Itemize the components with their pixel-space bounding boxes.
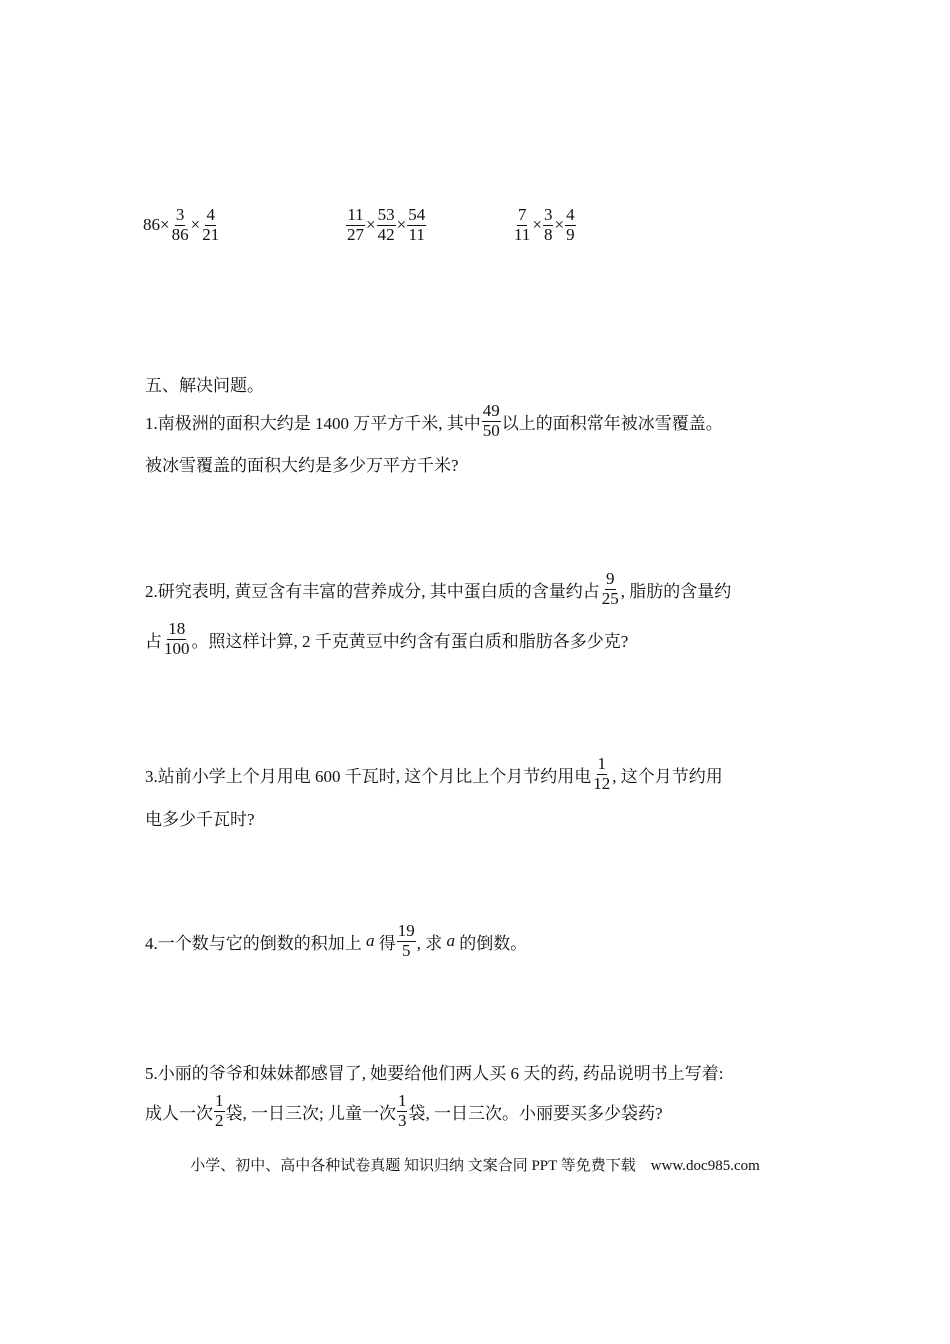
numerator: 3: [543, 204, 553, 224]
fraction: [592, 755, 611, 793]
denominator: 50: [482, 420, 500, 440]
text-run: , 这个月节约用: [612, 766, 723, 786]
denominator: 11: [514, 224, 531, 244]
problem-3-line-2: [145, 792, 255, 842]
text-run: 5.小丽的爷爷和妹妹都感冒了, 她要给他们两人买 6 天的药, 药品说明书上写着:: [145, 1063, 724, 1083]
text-run: 得: [374, 933, 396, 953]
text-run: 4.一个数与它的倒数的积加上: [145, 933, 366, 953]
text-run: 3.站前小学上个月用电 600 千瓦时, 这个月比上个月节约用电: [145, 766, 592, 786]
numerator: 1: [215, 1090, 224, 1110]
text-run: 占: [145, 631, 162, 651]
text-run: 1.南极洲的面积大约是 1400 万平方千米, 其中: [145, 413, 481, 433]
fraction: [377, 206, 396, 244]
denominator: 27: [347, 224, 364, 244]
exercise-2: [345, 200, 427, 250]
text-run: 被冰雪覆盖的面积大约是多少万平方千米?: [145, 455, 459, 475]
numerator: 18: [168, 618, 186, 638]
denominator: 25: [601, 588, 619, 608]
text-run: ×: [532, 215, 542, 234]
text-run: 的倒数。: [455, 933, 528, 953]
text-run: ×: [190, 215, 201, 234]
denominator: 5: [402, 940, 411, 960]
text-run: , 脂肪的含量约: [620, 581, 732, 601]
fraction: [163, 620, 191, 658]
numerator: 3: [175, 204, 185, 224]
text-run: 。照这样计算, 2 千克黄豆中约含有蛋白质和脂肪各多少克?: [191, 631, 629, 651]
variable: a: [366, 931, 375, 950]
fraction: [407, 206, 426, 244]
exercise-1: [143, 200, 221, 250]
denominator: 11: [408, 224, 425, 244]
fraction: [171, 206, 190, 244]
numerator: 11: [347, 204, 364, 224]
variable: a: [446, 931, 455, 950]
text-run: 袋, 一日三次; 儿童一次: [225, 1103, 396, 1123]
denominator: 21: [202, 224, 220, 244]
denominator: 86: [171, 224, 189, 244]
fraction: [482, 402, 501, 440]
denominator: 8: [543, 224, 553, 244]
text-run: 以上的面积常年被冰雪覆盖。: [501, 413, 723, 433]
section-heading: 五、解决问题。: [145, 375, 264, 395]
numerator: 1: [397, 1090, 407, 1110]
numerator: 9: [606, 568, 615, 588]
fraction: [346, 206, 365, 244]
text-run: 86×: [143, 215, 170, 234]
fraction: [214, 1092, 225, 1130]
denominator: 2: [215, 1110, 224, 1130]
numerator: 4: [566, 204, 575, 224]
text-run: , 求: [416, 933, 447, 953]
fraction: [201, 206, 220, 244]
text-run: ×: [366, 215, 376, 234]
text-run: ×: [396, 215, 407, 234]
problem-2-line-2: [145, 614, 628, 664]
text-run: 2.研究表明, 黄豆含有丰富的营养成分, 其中蛋白质的含量约占: [145, 581, 600, 601]
problem-5-line-2: [145, 1086, 663, 1136]
fraction: [397, 922, 416, 960]
problem-1-line-2: [145, 438, 459, 488]
numerator: 4: [206, 204, 215, 224]
fraction: [565, 206, 576, 244]
denominator: 100: [164, 638, 190, 658]
text-run: 成人一次: [145, 1103, 213, 1123]
problem-4: [145, 916, 527, 966]
numerator: 49: [482, 400, 500, 420]
denominator: 9: [566, 224, 575, 244]
denominator: 3: [397, 1110, 407, 1130]
numerator: 53: [377, 204, 395, 224]
denominator: 42: [377, 224, 395, 244]
text-run: 电多少千瓦时?: [145, 809, 255, 829]
text-run: 袋, 一日三次。小丽要买多少袋药?: [408, 1103, 663, 1123]
fraction: [513, 206, 531, 244]
fraction: [397, 1092, 408, 1130]
fraction: [543, 206, 554, 244]
denominator: 12: [593, 773, 611, 793]
text-run: ×: [554, 215, 565, 234]
numerator: 1: [597, 753, 606, 773]
problem-2-line-1: [145, 564, 731, 614]
numerator: 19: [397, 920, 415, 940]
exercise-3: [512, 200, 577, 250]
footer-text: 小学、初中、高中各种试卷真题 知识归纳 文案合同 PPT 等免费下载 www.doc985.com: [190, 1158, 760, 1174]
numerator: 54: [408, 204, 426, 224]
fraction: [601, 570, 620, 608]
numerator: 7: [517, 204, 527, 224]
